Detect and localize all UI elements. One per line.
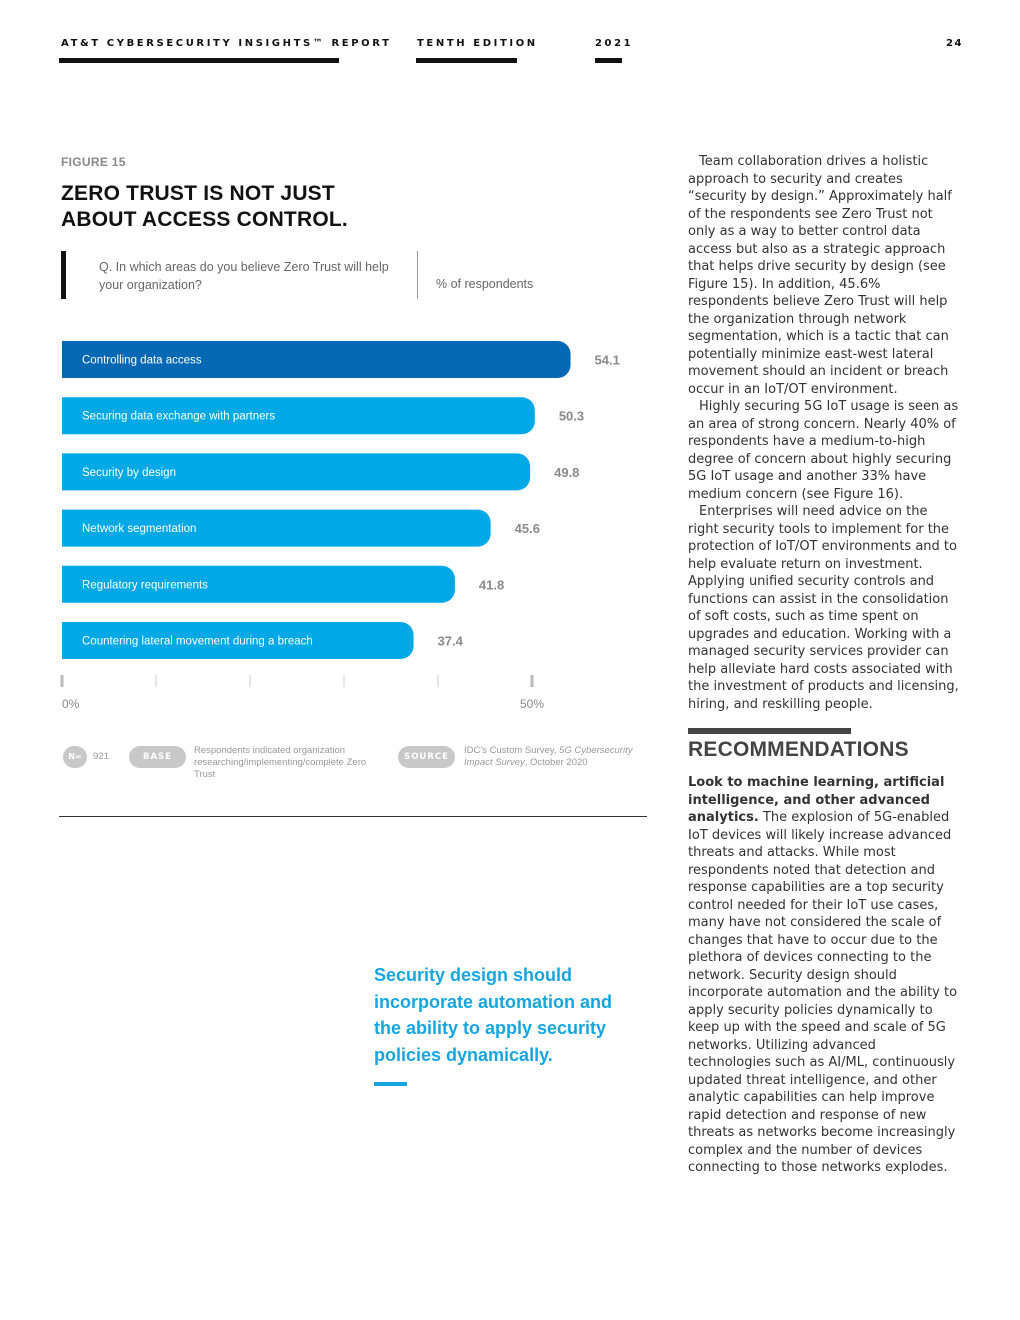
- axis-tick-label: 50%: [519, 697, 545, 711]
- bar-label: Regulatory requirements: [82, 579, 208, 592]
- survey-question: Q. In which areas do you believe Zero Trust will help your organization?: [99, 260, 389, 292]
- pull-quote-accent: [374, 1082, 407, 1086]
- body-paragraph: Enterprises will need advice on the right security tools to implement for the protection of IoT/OT environments and to help evaluate return on investment. Applying unified security controls and functions can assist in the consolidation of soft costs, such as time spent on upgrades and education. Working with a managed security services provider can help alleviate hard costs associated with the investment of products and licensing, hiring, and reskilling people.: [688, 504, 959, 712]
- axis-tick: [250, 675, 251, 687]
- figure-title: ZERO TRUST IS NOT JUST ABOUT ACCESS CONTROL.: [61, 182, 348, 231]
- bar-value-label: 37.4: [437, 633, 463, 649]
- axis-tick-label: 0%: [62, 697, 80, 711]
- recommendation-body: The explosion of 5G-enabled IoT devices will likely increase advanced threats and attacks. While most respondents noted that detection and response capabilities are a top security control needed for their IoT use cases, many have not considered the scale of changes that have to occur due to the plethora of devices connecting to the network. Security design should incorporate automation and the ability to apply security policies dynamically to keep up with the speed and scale of 5G networks. Utilizing advanced technologies such as AI/ML, continuously updated threat intelligence, and other analytic capabilities can help improve rapid detection and response of new threats as networks become increasingly complex and the number of devices connecting to those networks explodes.: [688, 810, 958, 1175]
- bar-chart: [0, 0, 660, 720]
- body-paragraph: Team collaboration drives a holistic approach to security and creates “security by design.” Approximately half of the respondents see Zero Trust not only as a way to better control data access but also as a strategic approach that helps drive security by design (see Figure 15). In addition, 45.6% respondents believe Zero Trust will help the organization through network segmentation, which is a tactic that can potentially minimize east-west lateral movement should an incident or breach occur in an IoT/OT environment.: [688, 154, 952, 397]
- year-label: 2021: [595, 38, 634, 49]
- n-badge: N=: [63, 746, 87, 768]
- recommendation-lead: Look to machine learning, artificial intelligence, and other advanced analytics.: [688, 775, 945, 825]
- recommendations-rule: [688, 728, 851, 734]
- base-badge: BASE: [129, 746, 186, 768]
- report-title: AT&T CYBERSECURITY INSIGHTS™ REPORT: [61, 38, 392, 49]
- source-badge: SOURCE: [398, 746, 455, 768]
- unit-label: % of respondents: [436, 277, 534, 291]
- bar-value-label: 45.6: [514, 521, 540, 537]
- bar-value-label: 50.3: [558, 408, 585, 424]
- axis-tick: [344, 675, 345, 687]
- page-number: 24: [946, 38, 963, 49]
- source-text: IDC's Custom Survey, 5G Cybersecurity Impact Survey, October 2020: [464, 745, 633, 768]
- pull-quote: Security design should incorporate automation and the ability to apply security policies dynamically.: [374, 965, 613, 1065]
- bar-value-label: 49.8: [554, 464, 580, 480]
- bar-label: Countering lateral movement during a breach: [82, 635, 313, 648]
- body-text: [688, 153, 960, 713]
- recommendations-heading: RECOMMENDATIONS: [688, 738, 909, 761]
- figure-label: FIGURE 15: [61, 155, 126, 169]
- bar-label: Network segmentation: [82, 523, 197, 536]
- bar-label: Controlling data access: [82, 354, 202, 367]
- n-value: 921: [93, 751, 109, 762]
- axis-tick: [438, 675, 439, 687]
- base-text: Respondents indicated organization researching/implementing/complete Zero Trust: [194, 745, 367, 780]
- bar-label: Securing data exchange with partners: [82, 410, 276, 423]
- bar-value-label: 41.8: [478, 577, 505, 593]
- bar-value-label: 54.1: [594, 352, 620, 368]
- recommendations-text: [688, 774, 960, 1177]
- figure-bottom-rule: [59, 816, 647, 817]
- edition-label: TENTH EDITION: [417, 38, 538, 49]
- axis-tick: [61, 675, 64, 687]
- bar-label: Security by design: [82, 466, 176, 479]
- body-paragraph: Highly securing 5G IoT usage is seen as an area of strong concern. Nearly 40% of respondents have a medium-to-high degree of concern about highly securing 5G IoT usage and another 33% have medium concern (see Figure 16).: [688, 399, 959, 502]
- axis-tick: [156, 675, 157, 687]
- axis-tick: [531, 675, 534, 687]
